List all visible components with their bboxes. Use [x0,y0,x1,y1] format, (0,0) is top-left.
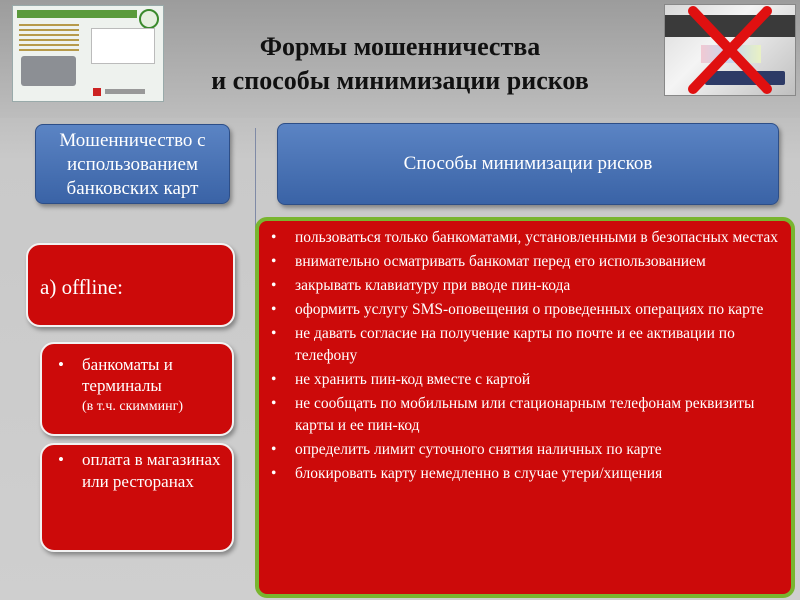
atm-pin-pad-icon [12,5,164,102]
list-item: • определить лимит суточного снятия наличных по карте [271,441,662,458]
page-title [150,30,650,98]
list-item: • внимательно осматривать банкомат перед его использованием [271,253,706,270]
list-item: • не хранить пин-код вместе с картой [271,371,531,388]
title-line-2: и способы минимизации рисков [211,66,589,95]
offline-box [26,243,235,327]
list-item: • оформить услугу SMS-оповещения о проведенных операциях по карте [271,301,764,318]
list-item: • не давать согласие на получение карты по почте и ее активации по телефону [271,325,735,364]
list-item: • пользоваться только банкоматами, установленными в безопасных местах [271,229,779,246]
crossed-bank-card-icon [664,4,796,96]
methods-list [269,227,794,487]
list-item: • не сообщать по мобильным или стационарным телефонам реквизиты карты и ее пин-код [271,395,755,434]
atm-box [40,342,234,436]
methods-box [255,217,795,598]
list-item: • банкоматы и терминалы (в т.ч. скимминг) [58,354,232,417]
list-item: • оплата в магазинах или ресторанах [58,450,221,491]
divider-line [255,128,256,228]
list-item: • блокировать карту немедленно в случае утери/хищения [271,465,663,482]
atm-note: (в т.ч. скимминг) [82,399,183,414]
list-item: • закрывать клавиатуру при вводе пин-кода [271,277,571,294]
title-line-1: Формы мошенничества [259,32,541,61]
shop-box [40,443,234,552]
methods-header: Способы минимизации рисков [277,123,779,205]
fraud-header: Мошенничество с использованием банковских карт [35,124,230,204]
offline-label: а) offline: [40,275,123,299]
